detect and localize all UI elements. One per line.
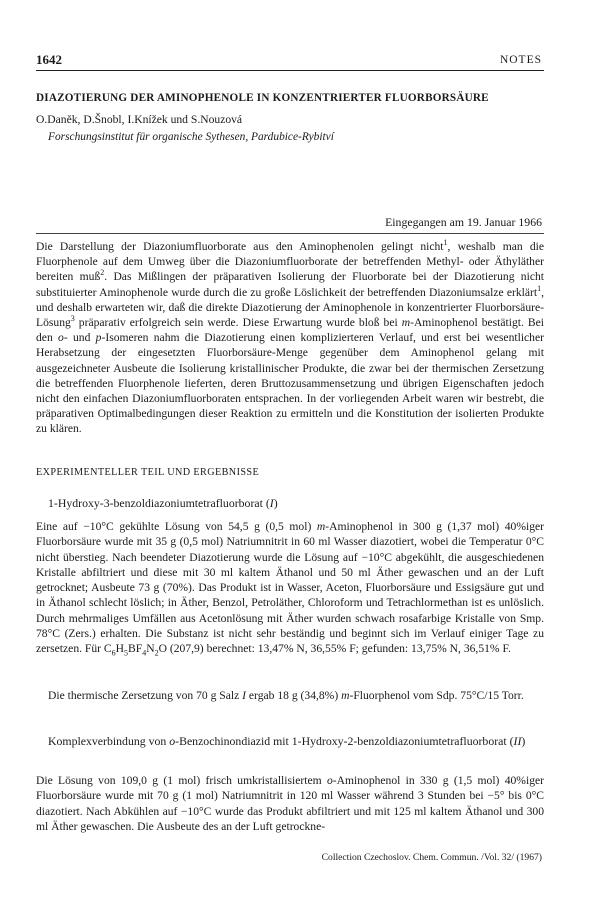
reference-1[interactable]: 1 [443, 238, 448, 248]
page-number: 1642 [36, 52, 62, 67]
compound-1-decomposition: Die thermische Zersetzung von 70 g Salz I ergab 18 g (34,8%) m-Fluorphenol vom Sdp. 75°C/15 Torr. [48, 689, 524, 702]
compound-1-heading: 1-Hydroxy-3-benzoldiazoniumtetrafluorborat (I) [48, 496, 278, 510]
section-heading-experimental: EXPERIMENTELLER TEIL UND ERGEBNISSE [36, 467, 260, 478]
introduction-paragraph: Die Darstellung der Diazoniumfluorborate aus den Aminophenolen gelingt nicht$^1$, weshalb man die Fluorphenole auf dem Umweg über die Diazoniumfluorborate der betreffenden Methyl- oder Äthyläther bereiten muß$^2$. Das Mißlingen der präparativen Isolierung der Fluorborate bei der Diazotierung nicht substituierter Aminophenole wurde durch die zu große Löslichkeit der betreffenden Diazoniumsalze erklärt$^1$, und deshalb erwarteten wir, daß die direkte Diazotierung der Aminophenole in konzentrierter Fluorborsäure-Lösung$^3$ präparativ erfolgreich sein werde. Diese Erwartung wurde bloß bei m-Aminophenol bestätigt. Bei den o- und p-Isomeren nahm die Diazotierung einen komplizierteren Verlauf, und erst bei wesentlicher Herabsetzung der eingesetzten Fluorborsäure-Menge gegenüber dem Aminophenol gelang mit ausgezeichneter Ausbeute die Isolierung kristallinischer Produkte, die zwar bei der thermischen Zersetzung die betreffenden Fluorphenole lieferten, deren Bruttozusammensetzung und übrigen Eigenschaften jedoch nicht den einfachen Diazoniumfluorboraten entsprachen. In der vorliegenden Arbeit waren wir bestrebt, die präparativen Optimalbedingungen dieser Reaktion zu ermitteln und die Konstitution der isolierten Produkte zu klären. [36, 238, 544, 436]
abstract-rule [36, 233, 544, 234]
reference-2[interactable]: 2 [100, 268, 105, 278]
compound-2-procedure: Die Lösung von 109,0 g (1 mol) frisch umkristallisiertem o-Aminophenol in 330 g (1,5 mol) 40%iger Fluorborsäure wurde mit 70 g (1 mol) Natriumnitrit in 120 ml Wasser während 3 Stunden bei −5° bis 0°C diazotiert. Nach Abkühlen auf −10°C wurde das Produkt abfiltriert und mit 125 ml kaltem Äthanol und 300 ml Äther gewaschen. Die Ausbeute des an der Luft getrockne- [36, 774, 544, 833]
article-title: DIAZOTIERUNG DER AMINOPHENOLE IN KONZENTRIERTER FLUORBORSÄURE [36, 92, 489, 104]
compound-1-procedure: Eine auf −10°C gekühlte Lösung von 54,5 g (0,5 mol) m-Aminophenol in 300 g (1,37 mol) 40%iger Fluorborsäure wurde mit 35 g (0,5 mol) Natriumnitrit in 60 ml Wasser diazotiert, wobei die Temperatur 0°C nicht überstieg. Nach beendeter Diazotierung wurde die Lösung auf −10°C abgekühlt, die ausgeschiedenen Kristalle abfiltriert und diese mit 30 ml kaltem Äthanol und 50 ml Äther gewaschen und an der Luft getrocknet; Ausbeute 73 g (70%). Das Produkt ist in Wasser, Aceton, Fluorborsäure und Essigsäure gut und in Äthanol schlecht löslich; in Äther, Benzol, Petroläther, Chloroform und Tetrachlormethan ist es unlöslich. Durch mehrmaliges Umfällen aus Acetonlösung mit Äther wurden schwach rosafarbige Kristalle von Smp. 78°C (Zers.) erhalten. Die Substanz ist nicht sehr beständig und beginnt sich im Verlauf einiger Tage zu zersetzen. Für $C_6H_5BF_4N_2O$ (207,9) berechnet: 13,47% N, 36,55% F; gefunden: 13,75% N, 36,51% F. [36, 520, 545, 658]
compound-2-heading: Komplexverbindung von o-Benzochinondiazid mit 1-Hydroxy-2-benzoldiazoniumtetrafluorborat (II) [48, 734, 526, 748]
article-affiliation: Forschungsinstitut für organische Sythesen, Pardubice-Rybitví [48, 131, 334, 143]
journal-footer: Collection Czechoslov. Chem. Commun. /Vol. 32/ (1967) [321, 852, 542, 863]
article-authors: O.Daněk, D.Šnobl, I.Knížek und S.Nouzová [36, 113, 243, 126]
header-rule [36, 70, 544, 71]
reference-1b[interactable]: 1 [537, 283, 542, 293]
section-label: NOTES [499, 54, 542, 66]
received-date: Eingegangen am 19. Januar 1966 [385, 215, 542, 229]
reference-3[interactable]: 3 [70, 314, 75, 324]
